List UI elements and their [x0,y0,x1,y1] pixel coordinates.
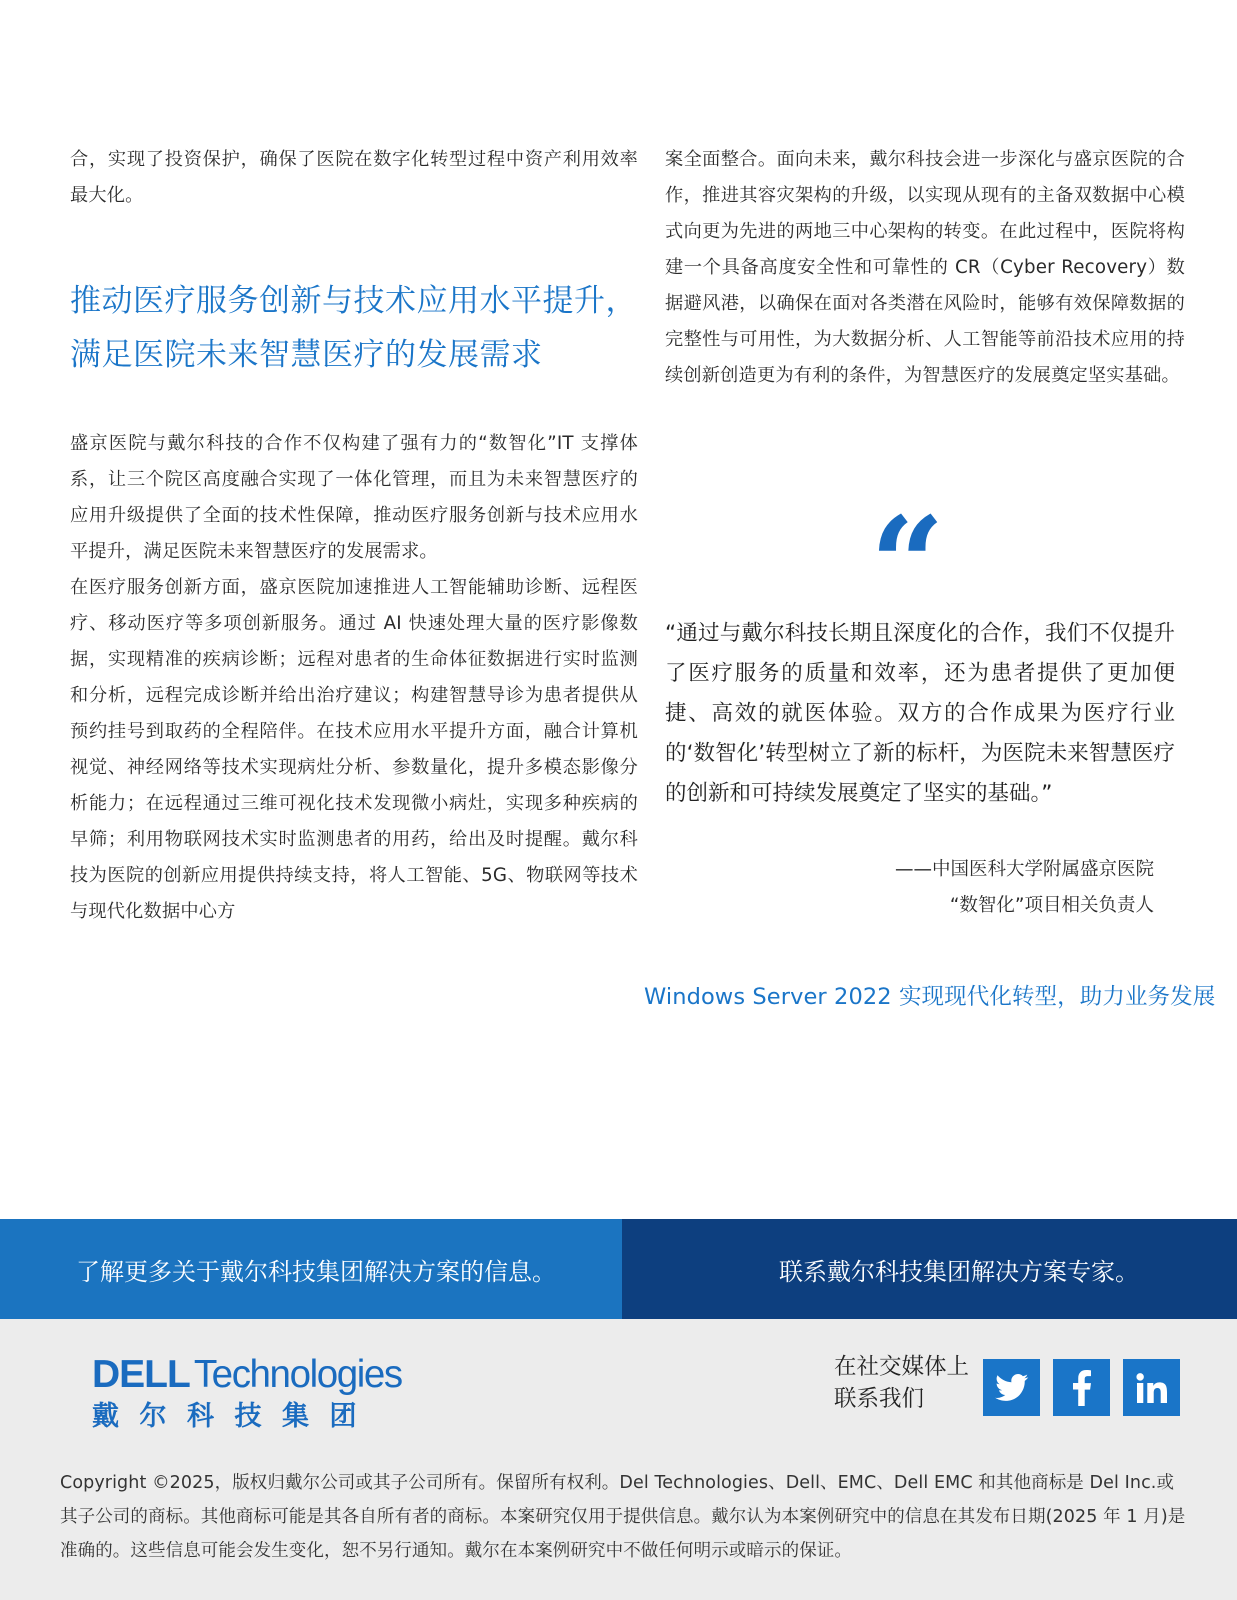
quote-mark-icon: “ [870,488,945,641]
logo-chinese-name: 戴尔科技集团 [92,1401,377,1432]
left-continued-paragraph: 合，实现了投资保护，确保了医院在数字化转型过程中资产利用效率最大化。 [70,149,638,206]
copyright-notice: Copyright ©2025，版权归戴尔公司或其子公司所有。保留所有权利。Del Technologies、Dell、EMC、Dell EMC 和其他商标是 Del Inc.或其子公司的商标。其他商标可能是其各自所有者的商标。本案研究仅用于提供信息。戴尔认为本案例研究中的信息在其发布日期(2025 年 1 月)是准确的。这些信息可能会发生变化，恕不另行通知。戴尔在本案例研究中不做任何明示或暗示的保证。 [60,1473,1186,1561]
pull-quote: “通过与戴尔科技长期且深度化的合作，我们不仅提升了医疗服务的质量和效率，还为患者提供了更加便捷、高效的就医体验。双方的合作成果为医疗行业的‘数智化’转型树立了新的标杆，为医院未来智慧医疗的创新和可持续发展奠定了坚实的基础。” [665,621,1175,806]
left-column [70,142,638,930]
facebook-icon[interactable] [1053,1359,1110,1416]
social-label-line-2: 联系我们 [834,1386,925,1412]
logo-dell-wordmark: DELL [92,1353,190,1396]
right-continued-paragraph: 案全面整合。面向未来，戴尔科技会进一步深化与盛京医院的合作，推进其容灾架构的升级，以实现从现有的主备双数据中心模式向更为先进的两地三中心架构的转变。在此过程中，医院将构建一个具备高度安全性和可靠性的 CR（Cyber Recovery）数据避风港，以确保在面对各类潜在风险时，能够有效保障数据的完整性与可用性，为大数据分析、人工智能等前沿技术应用的持续创新创造更为有利的条件，为智慧医疗的发展奠定坚实基础。 [665,149,1185,386]
body-paragraph-1: 盛京医院与戴尔科技的合作不仅构建了强有力的“数智化”IT 支撑体系，让三个院区高度融合实现了一体化管理，而且为未来智慧医疗的应用升级提供了全面的技术性保障，推动医疗服务创新与技术应用水平提升，满足医院未来智慧医疗的发展需求。 [70,433,638,562]
twitter-icon[interactable] [983,1359,1040,1416]
related-case-study-link[interactable]: Windows Server 2022 实现现代化转型，助力业务发展 [644,984,1216,1010]
cta-bar [0,1219,1237,1319]
dell-technologies-logo [92,1351,422,1435]
learn-more-button[interactable]: 了解更多关于戴尔科技集团解决方案的信息。 [0,1219,622,1319]
attribution-line-1: ——中国医科大学附属盛京医院 [894,859,1154,880]
right-column [665,142,1185,394]
attribution-line-2: “数智化”项目相关负责人 [949,895,1154,916]
social-icons [983,1359,1180,1416]
social-label-line-1: 在社交媒体上 [834,1354,970,1380]
contact-expert-button[interactable]: 联系戴尔科技集团解决方案专家。 [622,1219,1237,1319]
section-heading: 推动医疗服务创新与技术应用水平提升，满足医院未来智慧医疗的发展需求 [70,283,637,373]
linkedin-icon[interactable] [1123,1359,1180,1416]
quote-attribution [895,852,1154,924]
logo-technologies-wordmark: Technologies [193,1353,402,1396]
body-paragraph-2: 在医疗服务创新方面，盛京医院加速推进人工智能辅助诊断、远程医疗、移动医疗等多项创新服务。通过 AI 快速处理大量的医疗影像数据，实现精准的疾病诊断；远程对患者的生命体征数据进行实时监测和分析，远程完成诊断并给出治疗建议；构建智慧导诊为患者提供从预约挂号到取药的全程陪伴。在技术应用水平提升方面，融合计算机视觉、神经网络等技术实现病灶分析、参数量化，提升多模态影像分析能力；在远程通过三维可视化技术发现微小病灶，实现多种疾病的早筛；利用物联网技术实时监测患者的用药，给出及时提醒。戴尔科技为医院的创新应用提供持续支持，将人工智能、5G、物联网等技术与现代化数据中心方 [70,577,638,922]
footer [0,1319,1237,1600]
social-label [834,1351,969,1415]
